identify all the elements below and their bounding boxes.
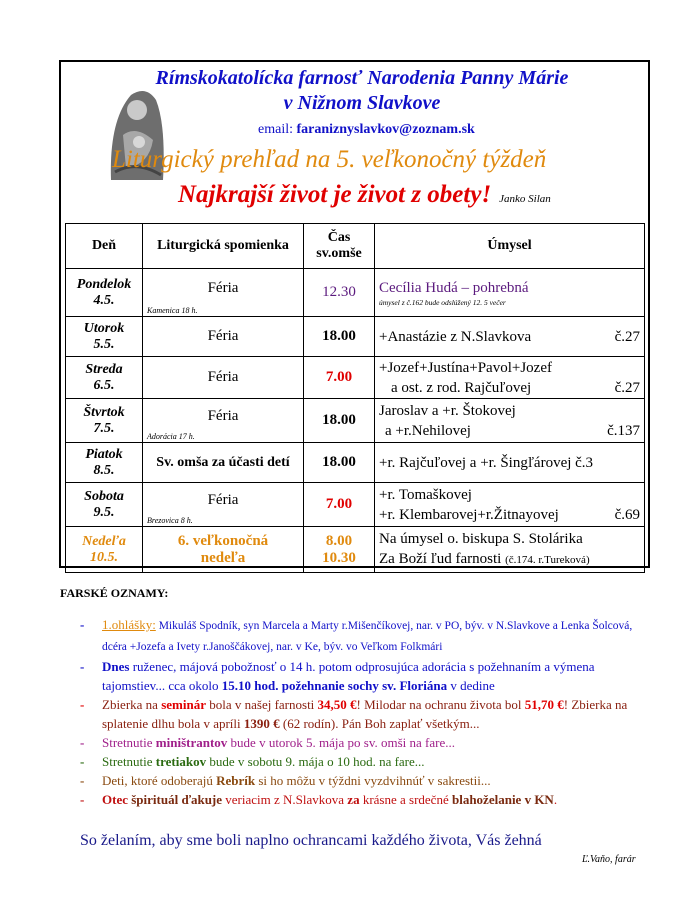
day-cell xyxy=(66,317,143,357)
day-name: Štvrtok xyxy=(83,404,125,420)
day-date: 10.5. xyxy=(90,549,118,565)
intention-text: +Jozef+Justína+Pavol+Jozef xyxy=(379,359,552,376)
liturgy-text-2: nedeľa xyxy=(200,549,246,566)
notice-text: bude v sobotu 9. mája o 10 hod. na fare... xyxy=(206,754,425,769)
notice-text: . xyxy=(553,792,558,807)
day-name: Piatok xyxy=(85,446,123,462)
day-name: Nedeľa xyxy=(82,533,126,549)
day-name: Utorok xyxy=(83,320,125,336)
intention-line2 xyxy=(379,378,640,398)
list-item xyxy=(80,771,655,790)
signature: Ľ.Vaňo, farár xyxy=(582,854,636,865)
table-row xyxy=(66,527,645,573)
intention-line2 xyxy=(379,549,640,570)
intention-number: č.27 xyxy=(614,379,640,396)
liturgy-text: Féria xyxy=(207,280,239,296)
intention-line2 xyxy=(379,421,640,441)
overview-title: Liturgický prehľad na 5. veľkonočný týždeň xyxy=(112,146,547,173)
list-item xyxy=(80,695,655,733)
intention-text-2: Za Boží ľud farnosti xyxy=(379,551,502,567)
time-cell: 18.00 xyxy=(304,399,375,443)
day-cell xyxy=(66,357,143,399)
time-cell: 18.00 xyxy=(304,317,375,357)
closing-text: So želaním, aby sme boli naplno ochrancami každého života, Vás žehná xyxy=(80,832,542,849)
time-cell xyxy=(304,527,375,573)
day-name: Pondelok xyxy=(76,276,132,292)
notice-bold: seminár xyxy=(161,697,206,712)
day-cell xyxy=(66,269,143,317)
day-name: Sobota xyxy=(84,488,124,504)
intention-text-2: a ost. z rod. Rajčuľovej xyxy=(391,379,532,396)
notices-list xyxy=(80,615,655,809)
parish-name-line1: Rímskokatolícka farnosť Narodenia Panny Márie xyxy=(155,67,569,89)
notice-text: ruženec, májová pobožnosť o 14 h. potom odprosujúca adorácia s požehnaním a výmena tajomstiev... cca okolo xyxy=(102,659,595,693)
intention-cell xyxy=(375,483,645,527)
table-row xyxy=(66,399,645,443)
list-item xyxy=(80,615,655,657)
intention-text-2: a +r.Nehilovej xyxy=(385,422,471,439)
motto-author: Janko Silan xyxy=(499,193,551,205)
time-cell: 7.00 xyxy=(304,357,375,399)
notice-text: veriacim z N.Slavkova xyxy=(222,792,348,807)
notice-bold: 34,50 € xyxy=(317,697,357,712)
table-row xyxy=(66,317,645,357)
notice-text: Zbierka na xyxy=(102,697,162,712)
day-cell xyxy=(66,527,143,573)
list-item xyxy=(80,790,655,809)
notice-text: krásne a srdečné xyxy=(359,792,452,807)
bullet-dash: - xyxy=(80,617,85,632)
intention-cell xyxy=(375,357,645,399)
notice-bold: 15.10 hod. požehnanie sochy sv. Floriána xyxy=(221,678,448,693)
liturgy-cell xyxy=(143,483,304,527)
day-name: Streda xyxy=(85,361,123,377)
list-item xyxy=(80,733,655,752)
intention-note: (č.174. r.Tureková) xyxy=(505,554,590,566)
notice-text: bude v utorok 5. mája po sv. omši na fare... xyxy=(227,735,455,750)
intention-text: Na úmysel o. biskupa S. Stolárika xyxy=(379,531,583,547)
liturgy-text: Féria xyxy=(207,408,239,424)
day-date: 9.5. xyxy=(93,504,115,520)
col-header-intention: Úmysel xyxy=(375,224,645,269)
liturgy-cell: Féria xyxy=(143,317,304,357)
notices-title: FARSKÉ OZNAMY: xyxy=(60,586,169,600)
email-line xyxy=(258,122,475,138)
time-1: 8.00 xyxy=(325,532,353,549)
col-header-day: Deň xyxy=(66,224,143,269)
motto xyxy=(178,181,551,209)
intention-text: Jaroslav a +r. Štokovej xyxy=(379,402,516,419)
email-label: email: xyxy=(258,122,293,137)
time-cell: 12.30 xyxy=(304,269,375,317)
notice-text: Mikuláš Spodník, syn Marcela a Marty r.Mišenčíkovej, nar. v PO, býv. v N.Slavkove a Lenka Šolcová, dcéra +Jozefa a Ivety r.Janoščákovej, nar. v Ke, býv. vo Veľkom Folkmári xyxy=(102,620,633,653)
schedule-table xyxy=(65,223,645,573)
liturgy-note: Kamenica 18 h. xyxy=(147,306,198,315)
notice-text: si ho môžu v týždni vyzdvihnúť v sakrestii... xyxy=(255,773,491,788)
day-cell xyxy=(66,399,143,443)
notice-text: bola v našej farnosti xyxy=(205,697,318,712)
notice-text: (62 rodín). Pán Boh zaplať všetkým... xyxy=(279,716,480,731)
table-row xyxy=(66,483,645,527)
notice-text: Deti, ktoré odoberajú xyxy=(102,773,217,788)
notice-bold: špirituál ďakuje xyxy=(131,792,223,807)
liturgy-cell xyxy=(143,399,304,443)
time-2: 10.30 xyxy=(322,549,356,566)
table-row xyxy=(66,357,645,399)
day-date: 7.5. xyxy=(93,420,115,436)
email-link[interactable]: faraniznyslavkov@zoznam.sk xyxy=(296,122,475,137)
intention-number: č.69 xyxy=(614,506,640,523)
notice-bold: Rebrík xyxy=(216,773,256,788)
table-row xyxy=(66,269,645,317)
intention-number: č.27 xyxy=(614,328,640,345)
notice-text: ! Zbierka na splatenie dlhu bola v apríli xyxy=(102,697,628,731)
day-date: 8.5. xyxy=(93,462,115,478)
day-date: 5.5. xyxy=(93,336,115,352)
liturgy-text: Féria xyxy=(207,492,239,508)
intention-number: č.137 xyxy=(607,422,640,439)
col-header-liturgy: Liturgická spomienka xyxy=(143,224,304,269)
parish-name xyxy=(140,66,584,116)
intention-cell: +r. Rajčuľovej a +r. Šingľárovej č.3 xyxy=(375,443,645,483)
bullet-dash: - xyxy=(80,754,85,769)
notice-label: 1.ohlášky: xyxy=(102,617,156,632)
notice-bold: Dnes xyxy=(102,659,130,674)
col-header-time xyxy=(304,224,375,269)
notice-bold: Otec xyxy=(102,792,132,807)
bullet-dash: - xyxy=(80,659,85,674)
motto-text: Najkrajší život je život z obety! xyxy=(178,181,492,208)
liturgy-note: Brezovica 8 h. xyxy=(147,516,193,525)
liturgy-cell: Sv. omša za účasti detí xyxy=(143,443,304,483)
day-date: 6.5. xyxy=(93,377,115,393)
table-header-row xyxy=(66,224,645,269)
notice-bold: za xyxy=(347,792,360,807)
intention-text-2: +r. Klembarovej+r.Žitnayovej xyxy=(379,506,559,523)
table-row xyxy=(66,443,645,483)
day-cell xyxy=(66,443,143,483)
liturgy-text: 6. veľkonočná xyxy=(177,532,269,549)
bullet-dash: - xyxy=(80,792,85,807)
notice-text: Stretnutie xyxy=(102,754,156,769)
time-cell: 7.00 xyxy=(304,483,375,527)
notice-bold: 51,70 € xyxy=(524,697,564,712)
intention-cell xyxy=(375,399,645,443)
parish-name-line2: v Nižnom Slavkove xyxy=(283,92,441,114)
day-date: 4.5. xyxy=(93,292,115,308)
notice-bold: miništrantov xyxy=(155,735,228,750)
list-item xyxy=(80,657,655,695)
liturgy-cell xyxy=(143,269,304,317)
intention-line2 xyxy=(379,505,640,525)
intention-note: úmysel z č.162 bude odslúžený 12. 5 večer xyxy=(379,297,506,307)
bullet-dash: - xyxy=(80,735,85,750)
intention-text: Cecília Hudá – pohrebná xyxy=(379,279,529,296)
notice-bold: 1390 € xyxy=(243,716,280,731)
col-header-time-label: Čas sv.omše xyxy=(316,230,362,261)
list-item xyxy=(80,752,655,771)
day-cell xyxy=(66,483,143,527)
intention-cell xyxy=(375,269,645,317)
bullet-dash: - xyxy=(80,697,85,712)
intention-cell xyxy=(375,527,645,573)
notice-text: ! Milodar na ochranu života bol xyxy=(356,697,525,712)
time-cell: 18.00 xyxy=(304,443,375,483)
notice-text: Stretnutie xyxy=(102,735,156,750)
notice-text: v dedine xyxy=(447,678,495,693)
notice-bold: tretiakov xyxy=(155,754,207,769)
liturgy-cell: Féria xyxy=(143,357,304,399)
notice-bold: blahoželanie v KN xyxy=(451,792,554,807)
intention-text: +Anastázie z N.Slavkova xyxy=(379,328,532,345)
liturgy-note: Adorácia 17 h. xyxy=(147,432,195,441)
bullet-dash: - xyxy=(80,773,85,788)
intention-text: +r. Tomaškovej xyxy=(379,486,472,503)
intention-cell xyxy=(375,317,645,357)
liturgy-cell xyxy=(143,527,304,573)
